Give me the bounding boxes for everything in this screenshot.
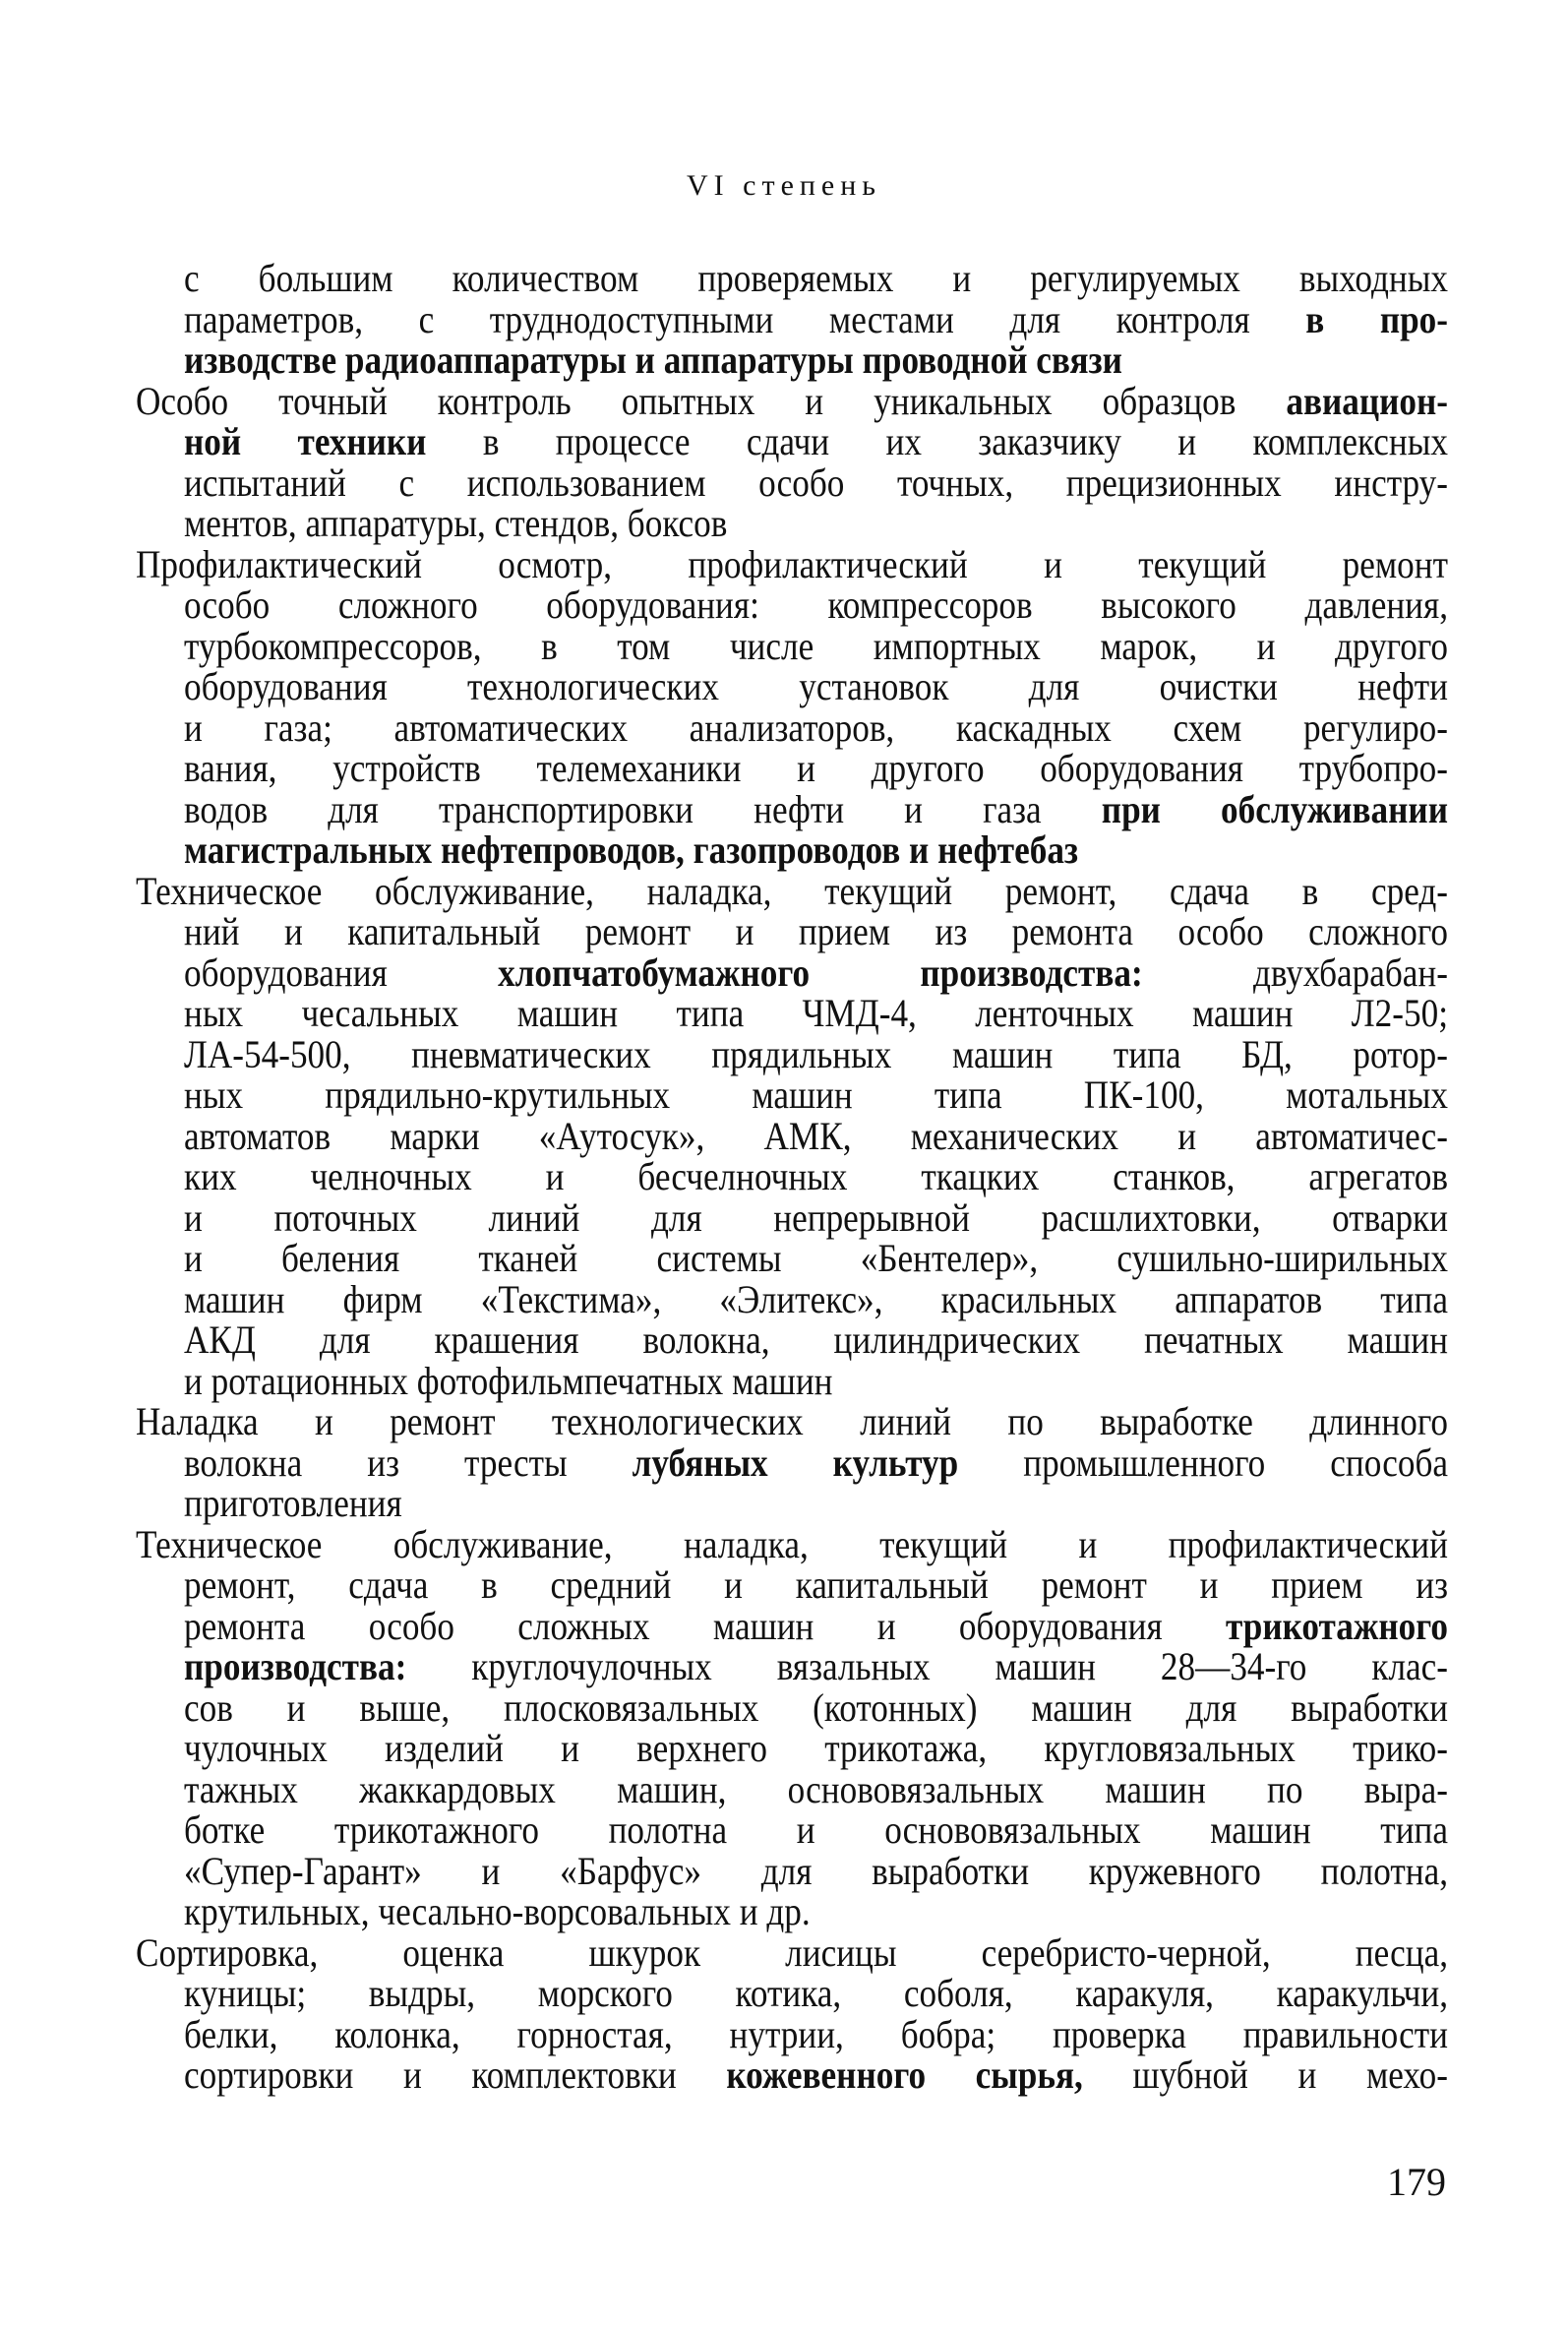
text-line [136,1929,1448,1975]
text-line-content [184,949,1449,995]
text-line [136,1766,1448,1811]
text-line-content [184,503,1448,544]
bold-text: при обслуживании [1101,786,1449,831]
text-run: с большим количеством проверяемых и регулируемых выходных [184,256,1448,300]
text-line [136,1358,1448,1403]
text-line [136,1891,1448,1932]
paragraph [136,868,1449,1403]
bold-text: трикотажного [1226,1603,1448,1648]
text-line-content [184,584,1448,626]
text-run: машин фирм «Текстима», «Элитекс», красильных аппаратов типа [184,1276,1448,1321]
text-run: ЛА-54-500, пневматических прядильных машин типа БД, ротор- [184,1031,1448,1076]
text-run: круглочулочных вязальных машин 28—34-го клас- [406,1644,1448,1688]
text-line-content [184,1238,1448,1279]
text-run: ний и капитальный ремонт и прием из ремонта особо сложного [184,909,1448,953]
text-run: и газа; автоматических анализаторов, каскадных схем регулиро- [184,704,1448,750]
text-run: оборудования технологических установок для очистки нефти [184,664,1448,708]
text-line [136,623,1448,668]
paragraph [136,541,1449,872]
bold-text: изводстве радиоаппаратуры и аппаратуры проводной связи [184,337,1122,382]
text-line-content [184,421,1448,462]
text-line [136,1564,1448,1606]
text-run: и поточных линий для непрерывной расшлихтовки, отварки [184,1194,1448,1240]
text-run: сов и выше, плосковязальных (котонных) машин для выработки [184,1684,1448,1730]
text-run: ных прядильно-крутильных машин типа ПК-100, мотальных [184,1072,1448,1117]
text-line-content [184,1156,1448,1197]
text-line [136,1684,1448,1730]
text-run: Техническое обслуживание, наладка, текущий ремонт, сдача в сред- [136,868,1448,913]
bold-text: кожевенного сырья, [726,2052,1083,2097]
text-line-content [184,1031,1448,1076]
text-run: Техническое обслуживание, наладка, текущий и профилактический [136,1521,1448,1566]
text-line [136,296,1449,341]
text-line-content [184,296,1449,341]
text-run: приготовления [184,1481,402,1525]
paragraph [136,1401,1448,1524]
text-line-content [184,1074,1448,1116]
text-line [136,2054,1448,2096]
text-line-content [136,868,1448,913]
text-line [136,1521,1448,1566]
text-line [136,1848,1448,1893]
text-run: «Супер-Гарант» и «Барфус» для выработки кружевного полотна, [184,1848,1448,1893]
paragraph [136,378,1448,545]
text-line [136,1074,1448,1116]
text-line-content [184,1194,1448,1240]
text-run: Профилактический осмотр, профилактический и текущий ремонт [136,541,1448,586]
text-line [136,1156,1448,1197]
bold-text: производства: [184,1644,407,1688]
text-run: чулочных изделий и верхнего трикотажа, кругловязальных трико- [184,1726,1448,1770]
text-line [136,1809,1448,1851]
text-line [136,868,1448,913]
text-line-content [184,1483,1448,1524]
text-run: шубной и мехо- [1082,2052,1448,2097]
text-run: тажных жаккардовых машин, основовязальных машин по выра- [184,1766,1448,1811]
text-run: турбокомпрессоров, в том числе импортных марок, и другого [184,623,1448,668]
text-run: ментов, аппаратуры, стендов, боксов [184,501,728,545]
text-run: белки, колонка, горностая, нутрии, бобра; проверка правильности [184,2011,1448,2056]
text-run: куницы; выдры, морского котика, соболя, каракуля, каракульчи, [184,1971,1448,2015]
text-run: крутильных, чесально-ворсовальных и др. [184,1889,811,1933]
text-run: ных чесальных машин типа ЧМД-4, ленточных машин Л2-50; [184,991,1448,1035]
text-line [136,748,1448,789]
text-run: в процессе сдачи их заказчику и комплексных [426,419,1448,463]
text-line-content [136,378,1448,423]
bold-text: авиацион- [1286,378,1448,423]
text-run: сортировки и комплектовки [184,2052,727,2097]
text-run: оборудования [184,949,499,995]
text-line-content [184,1973,1448,2014]
text-run: Наладка и ремонт технологических линий по выработке длинного [136,1399,1448,1443]
text-line [136,1031,1448,1076]
text-line-content [184,1809,1448,1851]
text-line-content [184,1684,1448,1730]
text-line [136,911,1448,952]
text-line-content [184,911,1448,952]
text-line [136,949,1449,995]
text-line [136,1319,1448,1361]
text-line [136,1646,1448,1687]
text-line [136,704,1448,750]
text-line [136,459,1448,505]
text-line-content [136,1929,1448,1975]
text-line [136,1401,1448,1442]
text-line-content [184,666,1448,707]
text-run: ремонт, сдача в средний и капитальный ремонт и прием из [184,1562,1448,1607]
bold-text: магистральных нефтепроводов, газопроводов и нефтебаз [184,827,1079,872]
text-line [136,503,1448,544]
text-line-content [184,339,1448,381]
text-run: ких челночных и бесчелночных ткацких станков, агрегатов [184,1154,1448,1198]
text-run: промышленного способа [958,1439,1448,1485]
text-line-content [184,1766,1448,1811]
text-line-content [184,993,1448,1034]
body-text [136,258,1448,2096]
text-line-content [184,1646,1448,1687]
text-line-content [184,1276,1448,1321]
text-run: двухбарабан- [1142,949,1449,995]
text-line-content [184,1891,1448,1932]
text-line [136,1194,1448,1240]
text-run: АКД для крашения волокна, цилиндрических печатных машин [184,1317,1448,1362]
text-line [136,829,1448,871]
text-line [136,1113,1448,1158]
running-head: VI степень [686,169,881,202]
text-line-content [184,2054,1448,2096]
text-line [136,1483,1448,1524]
text-line-content [184,786,1449,831]
bold-text: лубяных культур [632,1439,959,1485]
text-line [136,993,1448,1034]
page-number: 179 [1387,2160,1446,2204]
text-line [136,378,1448,423]
text-line [136,339,1448,381]
text-run: вания, устройств телемеханики и другого оборудования трубопро- [184,746,1448,790]
text-line-content [184,623,1448,668]
text-line-content [136,1521,1448,1566]
text-line [136,1439,1448,1485]
text-run: и ротационных фотофильмпечатных машин [184,1358,833,1403]
text-line [136,666,1448,707]
text-run: и беления тканей системы «Бентелер», сушильно-ширильных [184,1236,1448,1280]
text-run: Сортировка, оценка шкурок лисицы серебристо-черной, песца, [136,1929,1448,1975]
bold-text: ной техники [184,419,427,463]
text-line [136,1603,1448,1648]
text-line [136,786,1449,831]
text-line [136,1728,1448,1769]
text-line-content [184,748,1448,789]
text-run: испытаний с использованием особо точных, прецизионных инстру- [184,459,1448,505]
text-line [136,1276,1448,1321]
text-line-content [184,704,1448,750]
text-line [136,2011,1448,2056]
text-line-content [136,1401,1448,1442]
text-line-content [136,541,1448,586]
text-line-content [184,1358,1448,1403]
text-line-content [184,1603,1448,1648]
text-line-content [184,1848,1448,1893]
paragraph [136,258,1448,381]
paragraph [136,1521,1448,1933]
text-run: Особо точный контроль опытных и уникальных образцов [136,378,1287,423]
text-line [136,421,1448,462]
text-run: особо сложного оборудования: компрессоров высокого давления, [184,582,1448,627]
text-line-content [184,1319,1448,1361]
text-run: ремонта особо сложных машин и оборудования [184,1603,1227,1648]
text-run: водов для транспортировки нефти и газа [184,786,1102,831]
text-line-content [184,258,1448,299]
text-line-content [184,1113,1448,1158]
bold-text: в про- [1305,296,1449,341]
text-line-content [184,459,1448,505]
text-run: волокна из тресты [184,1439,633,1485]
text-line [136,1973,1448,2014]
text-line-content [184,1439,1448,1485]
text-run: параметров, с труднодоступными местами для контроля [184,296,1306,341]
text-line [136,258,1448,299]
text-run: ботке трикотажного полотна и основовязальных машин типа [184,1807,1448,1852]
text-line-content [184,2011,1448,2056]
text-line-content [184,829,1448,871]
bold-text: хлопчатобумажного производства: [498,949,1143,995]
text-line [136,584,1448,626]
text-run: автоматов марки «Аутосук», АМК, механических и автоматичес- [184,1113,1448,1158]
text-line [136,541,1448,586]
text-line-content [184,1728,1448,1769]
paragraph [136,1929,1448,2097]
text-line [136,1238,1448,1279]
text-line-content [184,1564,1448,1606]
